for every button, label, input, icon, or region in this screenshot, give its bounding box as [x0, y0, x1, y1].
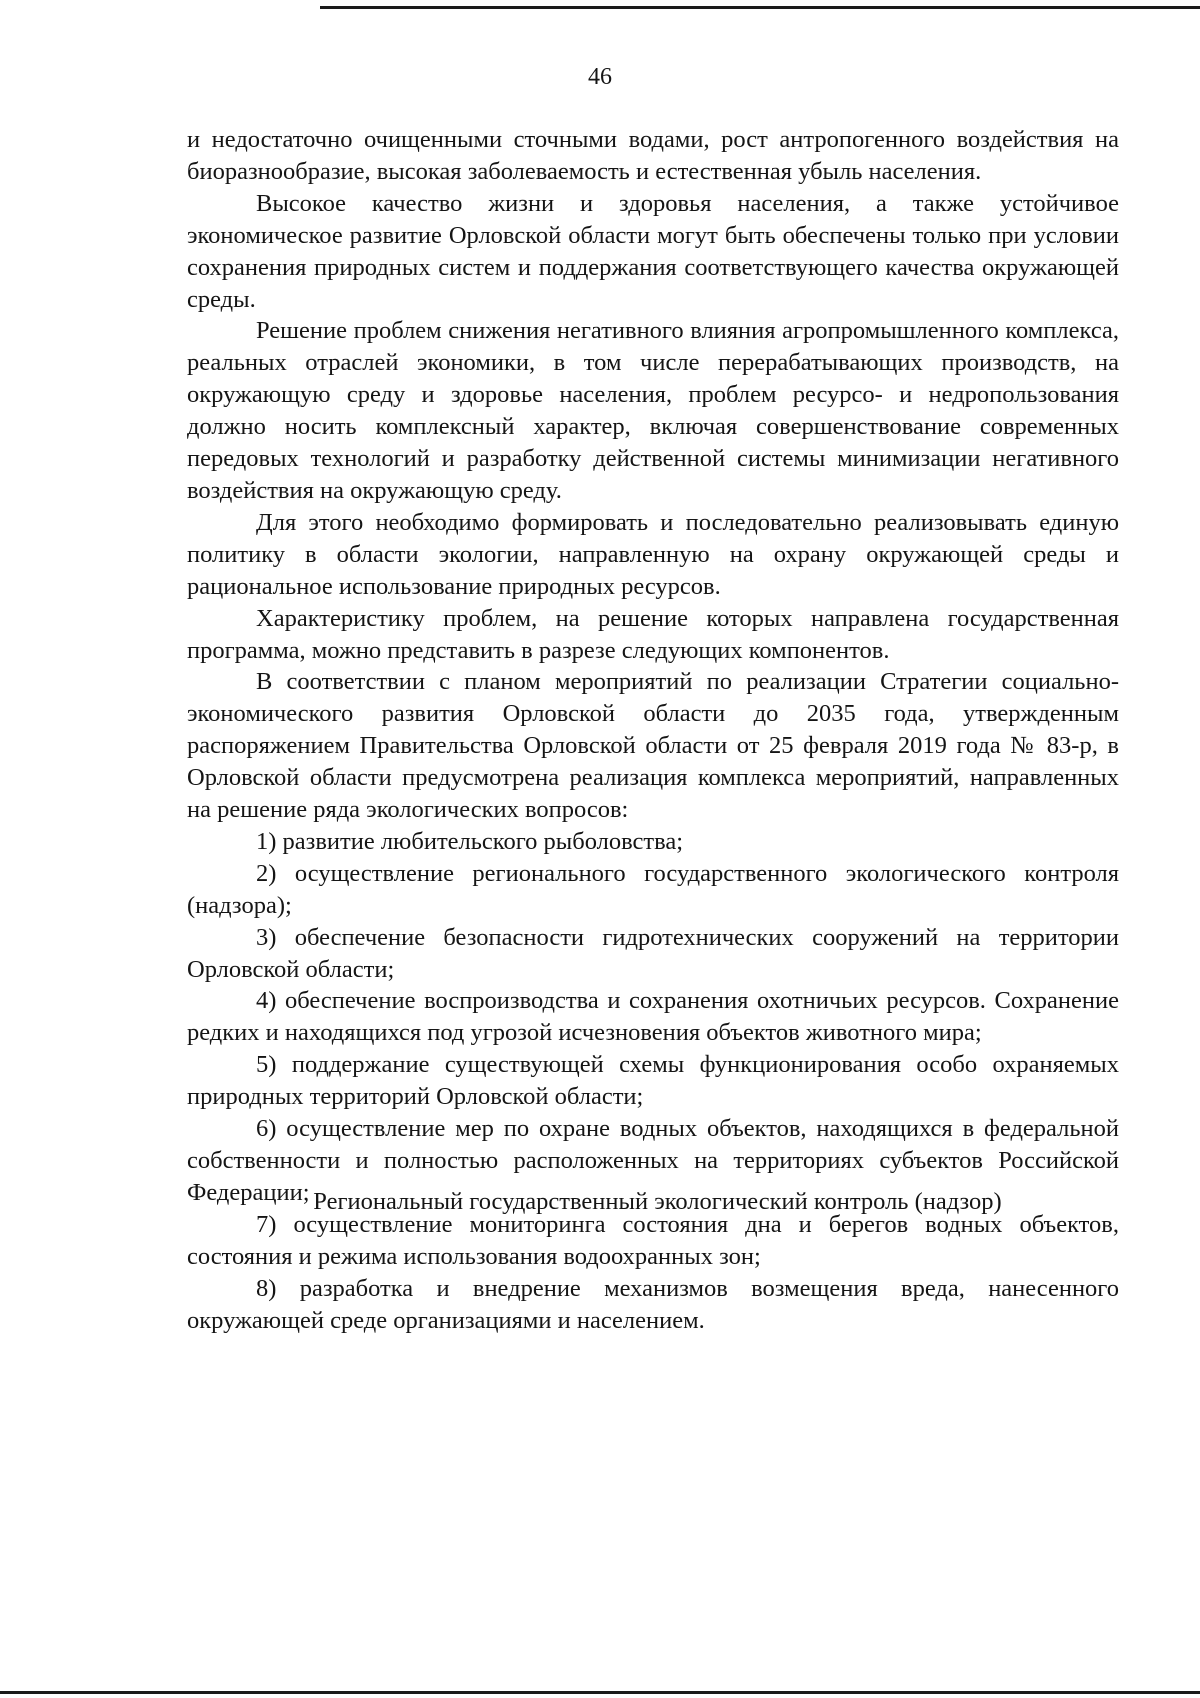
- bottom-border-line: [0, 1691, 1200, 1694]
- list-item-hunting-resources: 4) обеспечение воспроизводства и сохранения охотничьих ресурсов. Сохранение редких и находящихся под угрозой исчезновения объектов животного мира;: [187, 987, 1119, 1047]
- paragraph-ecology-policy: Для этого необходимо формировать и последовательно реализовывать единую политику в области экологии, направленную на охрану окружающей среды и рациональное использование природных ресурсов.: [187, 508, 1119, 600]
- section-heading: Региональный государственный экологический контроль (надзор): [313, 1188, 1002, 1215]
- list-item-hydrotechnical-safety: 3) обеспечение безопасности гидротехнических сооружений на территории Орловской области;: [187, 923, 1119, 983]
- paragraph-quality-of-life: Высокое качество жизни и здоровья населения, а также устойчивое экономическое развитие Орловской области могут быть обеспечены только при условии сохранения природных систем и поддержания соответствующего качества окружающей среды.: [187, 189, 1119, 313]
- list-item-water-monitoring: 7) осуществление мониторинга состояния дна и берегов водных объектов, состояния и режима использования водоохранных зон;: [187, 1210, 1119, 1270]
- document-body: [187, 124, 1119, 1336]
- list-item-protected-territories: 5) поддержание существующей схемы функционирования особо охраняемых природных территорий Орловской области;: [187, 1051, 1119, 1111]
- paragraph-strategy-plan: В соответствии с планом мероприятий по реализации Стратегии социально-экономического развития Орловской области до 2035 года, утвержденным распоряжением Правительства Орловской области от 25 февраля 2019 года № 83-р, в Орловской области предусмотрена реализация комплекса мероприятий, направленных на решение ряда экологических вопросов:: [187, 668, 1119, 824]
- list-item-water-protection: 6) осуществление мер по охране водных объектов, находящихся в федеральной собственности и полностью расположенных на территориях субъектов Российской Федерации;: [187, 1115, 1119, 1206]
- paragraph-continuation: и недостаточно очищенными сточными водами, рост антропогенного воздействия на биоразнообразие, высокая заболеваемость и естественная убыль населения.: [187, 126, 1119, 185]
- top-border-line: [320, 6, 1200, 9]
- list-item-ecological-control: 2) осуществление регионального государственного экологического контроля (надзора);: [187, 859, 1119, 919]
- page-number: 46: [588, 64, 612, 90]
- list-item-fishing: 1) развитие любительского рыболовства;: [256, 827, 684, 855]
- paragraph-problem-solving: Решение проблем снижения негативного влияния агропромышленного комплекса, реальных отраслей экономики, в том числе перерабатывающих производств, на окружающую среду и здоровье населения, проблем ресурсо- и недропользования должно носить комплексный характер, включая совершенствование современных передовых технологий и разработку действенной системы минимизации негативного воздействия на окружающую среду.: [187, 317, 1119, 504]
- list-item-damage-compensation: 8) разработка и внедрение механизмов возмещения вреда, нанесенного окружающей среде организациями и населением.: [187, 1274, 1119, 1334]
- paragraph-problem-characteristics: Характеристику проблем, на решение которых направлена государственная программа, можно представить в разрезе следующих компонентов.: [187, 604, 1119, 664]
